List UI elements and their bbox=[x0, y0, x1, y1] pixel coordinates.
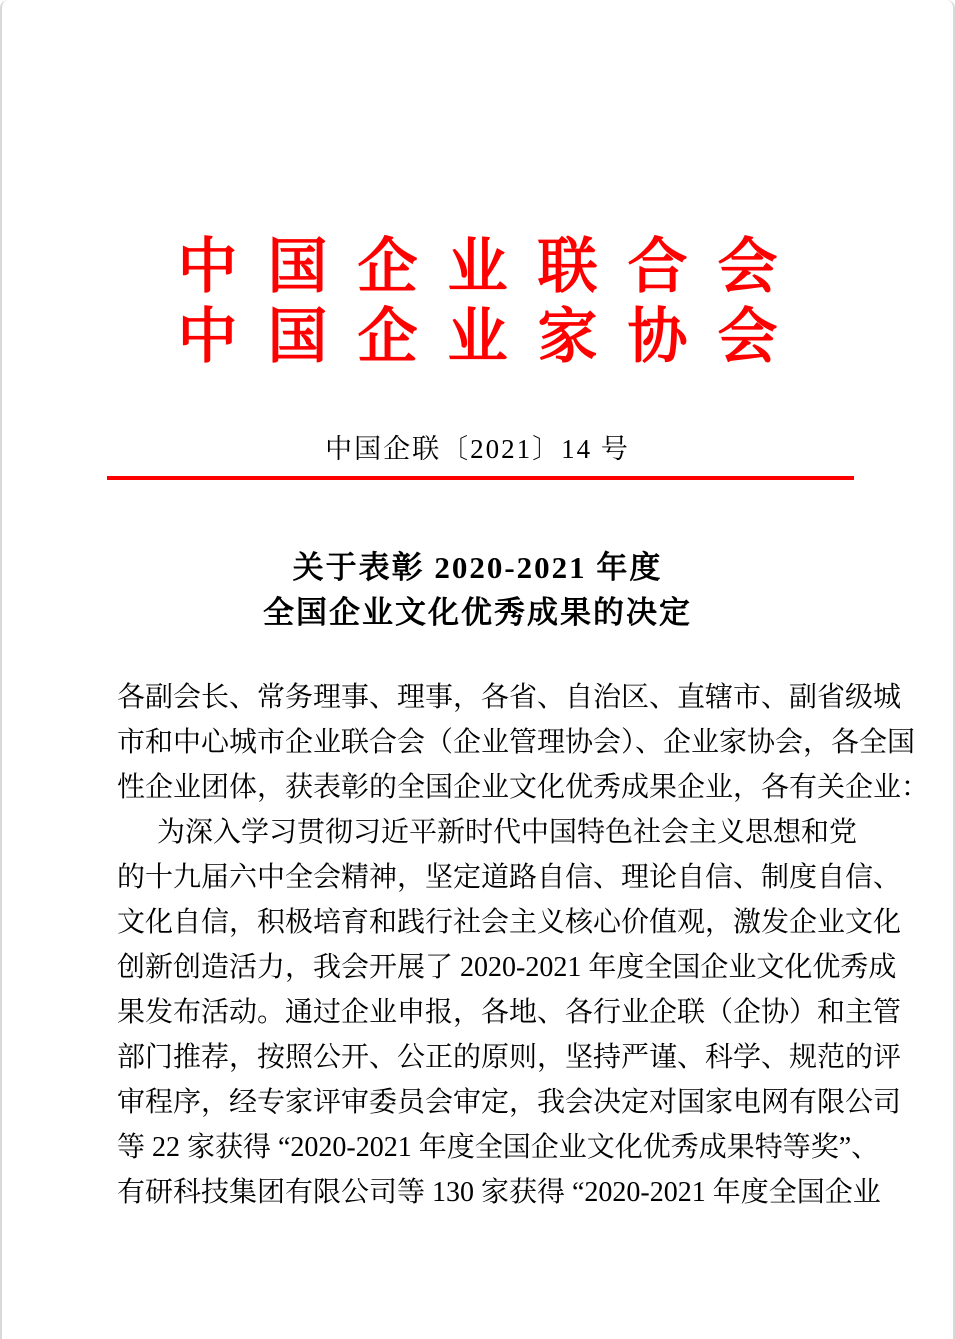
body-text-line: 性企业团体，获表彰的全国企业文化优秀成果企业，各有关企业： bbox=[117, 772, 930, 803]
body-text-line: 部门推荐，按照公开、公正的原则，坚持严谨、科学、规范的评 bbox=[117, 1042, 902, 1073]
body-text-line: 创新创造活力，我会开展了 2020-2021 年度全国企业文化优秀成 bbox=[117, 952, 897, 983]
title-line1: 关于表彰 2020-2021 年度 bbox=[292, 550, 663, 585]
document-number: 中国企联〔2021〕14 号 bbox=[325, 434, 630, 464]
red-divider-line bbox=[107, 476, 854, 480]
body-text-line: 的十九届六中全会精神，坚定道路自信、理论自信、制度自信、 bbox=[117, 862, 902, 893]
body-text-line: 等 22 家获得 “2020-2021 年度全国企业文化优秀成果特等奖”、 bbox=[117, 1132, 880, 1163]
body-text-line: 各副会长、常务理事、理事，各省、自治区、直辖市、副省级城 bbox=[117, 682, 902, 713]
title-line2: 全国企业文化优秀成果的决定 bbox=[263, 595, 692, 630]
body-text-line: 市和中心城市企业联合会（企业管理协会）、企业家协会，各全国 bbox=[117, 727, 916, 758]
document-title bbox=[2, 545, 953, 635]
body-text-line: 有研科技集团有限公司等 130 家获得 “2020-2021 年度全国企业 bbox=[117, 1177, 881, 1208]
letterhead bbox=[2, 0, 953, 372]
org-name-line1: 中国企业联合会 bbox=[177, 234, 808, 300]
org-name-line2: 中国企业家协会 bbox=[177, 304, 808, 370]
body-text-line: 为深入学习贯彻习近平新时代中国特色社会主义思想和党 bbox=[157, 817, 858, 848]
body-text-line: 审程序，经专家评审委员会审定，我会决定对国家电网有限公司 bbox=[117, 1087, 902, 1118]
document-body bbox=[117, 675, 930, 1215]
body-text-line: 果发布活动。通过企业申报，各地、各行业企联（企协）和主管 bbox=[117, 997, 902, 1028]
body-text-line: 文化自信，积极培育和践行社会主义核心价值观，激发企业文化 bbox=[117, 907, 902, 938]
